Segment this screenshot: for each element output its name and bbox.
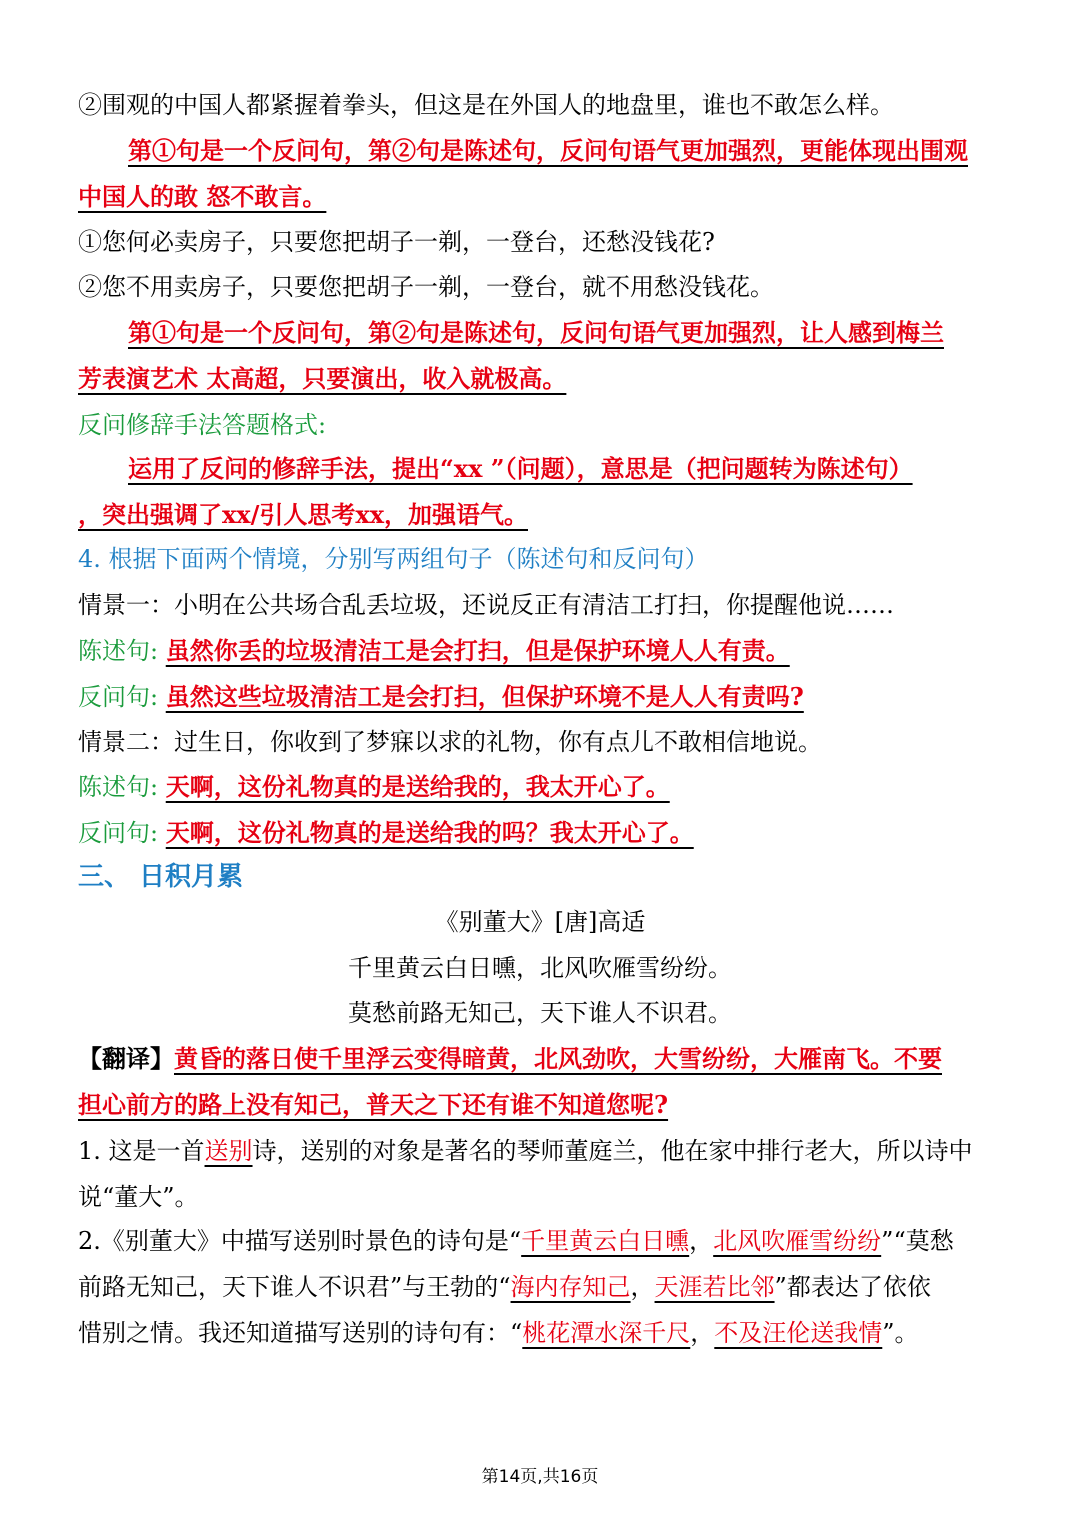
q2-blank: 北风吹雁雪纷纷 bbox=[713, 1227, 882, 1255]
question-label: 反问句: bbox=[78, 683, 159, 711]
q4-scene2-statement bbox=[78, 770, 1020, 804]
poem-translation-line2 bbox=[78, 1088, 1020, 1122]
translation-label: 【翻译】 bbox=[78, 1044, 174, 1073]
format-tip-heading: 反问修辞手法答题格式: bbox=[78, 411, 327, 439]
q2-blank: 不及汪伦送我情 bbox=[714, 1319, 883, 1347]
compare1-answer-line1 bbox=[128, 134, 1020, 168]
q2-blank: 千里黄云白日曛 bbox=[521, 1227, 690, 1255]
q2-text: 前路无知己，天下谁人不识君”与王勃的“ bbox=[78, 1273, 511, 1301]
compare2-answer-text2: 芳表演艺术 太高超，只要演出，收入就极高。 bbox=[78, 364, 567, 393]
poem-translation-line1 bbox=[78, 1042, 1020, 1076]
compare1-answer-line2 bbox=[78, 180, 1020, 214]
section-title: 三、 日积月累 bbox=[78, 862, 244, 892]
q4-scene1-statement bbox=[78, 634, 1020, 668]
q1-line2: 说“董大”。 bbox=[78, 1183, 199, 1211]
q2-line2 bbox=[78, 1270, 1020, 1304]
q2-text: 惜别之情。我还知道描写送别的诗句有：“ bbox=[78, 1319, 523, 1347]
compare1-answer-text2: 中国人的敢 怒不敢言。 bbox=[78, 182, 327, 211]
poem-title: 《别董大》[唐]高适 bbox=[434, 908, 646, 936]
q2-line3 bbox=[78, 1316, 1020, 1350]
statement-answer: 虽然你丢的垃圾清洁工是会打扫，但是保护环境人人有责。 bbox=[165, 636, 790, 665]
poem-line1: 千里黄云白日曛，北风吹雁雪纷纷。 bbox=[348, 954, 732, 982]
format-tip-text1: 运用了反问的修辞手法，提出“xx ”（问题），意思是（把问题转为陈述句） bbox=[128, 454, 913, 483]
q4-title: 4. 根据下面两个情境，分别写两组句子（陈述句和反问句） bbox=[78, 545, 709, 573]
q2-text: ”。 bbox=[882, 1319, 919, 1347]
q2-blank: 海内存知己 bbox=[510, 1273, 631, 1301]
q2-text: ”都表达了依依 bbox=[774, 1273, 931, 1301]
q4-scene1: 情景一：小明在公共场合乱丢垃圾，还说反正有清洁工打扫，你提醒他说…… bbox=[78, 591, 894, 619]
statement-label: 陈述句: bbox=[78, 637, 159, 665]
format-tip-text2: ，突出强调了xx/引人思考xx，加强语气。 bbox=[78, 500, 528, 529]
translation-text2: 担心前方的路上没有知己，普天之下还有谁不知道您呢? bbox=[78, 1090, 669, 1119]
q2-blank: 桃花潭水深千尺 bbox=[522, 1319, 691, 1347]
compare2-sentence1: ①您何必卖房子，只要您把胡子一剃，一登台，还愁没钱花? bbox=[78, 228, 715, 256]
q2-line1 bbox=[78, 1224, 1020, 1258]
compare2-sentence2: ②您不用卖房子，只要您把胡子一剃，一登台，就不用愁没钱花。 bbox=[78, 273, 774, 301]
q1-suffix: 诗，送别的对象是著名的琴师董庭兰，他在家中排行老大，所以诗中 bbox=[252, 1137, 973, 1165]
statement-label: 陈述句: bbox=[78, 773, 159, 801]
q4-scene2-question bbox=[78, 816, 1020, 850]
translation-text1: 黄昏的落日使千里浮云变得暗黄，北风劲吹，大雪纷纷，大雁南飞。不要 bbox=[174, 1044, 942, 1073]
q1-prefix: 1. 这是一首 bbox=[78, 1137, 205, 1165]
q4-scene1-question bbox=[78, 680, 1020, 714]
q1-blank: 送别 bbox=[204, 1137, 253, 1165]
format-tip-line2 bbox=[78, 498, 1020, 532]
question-answer: 天啊，这份礼物真的是送给我的吗？我太开心了。 bbox=[165, 818, 694, 847]
q2-text: 2.《别董大》中描写送别时景色的诗句是“ bbox=[78, 1227, 522, 1255]
q2-text: ， bbox=[630, 1273, 655, 1301]
poem-line2: 莫愁前路无知己，天下谁人不识君。 bbox=[348, 999, 732, 1027]
page-number: 第14页,共16页 bbox=[481, 1467, 599, 1487]
statement-answer: 天啊，这份礼物真的是送给我的，我太开心了。 bbox=[165, 772, 670, 801]
format-tip-line1 bbox=[128, 452, 1020, 486]
compare2-answer-line1 bbox=[128, 316, 1020, 350]
q2-text: ， bbox=[689, 1227, 714, 1255]
compare2-answer-line2 bbox=[78, 362, 1020, 396]
q1-line1 bbox=[78, 1134, 1020, 1168]
compare1-answer-text1: 第①句是一个反问句，第②句是陈述句，反问句语气更加强烈，更能体现出围观 bbox=[128, 136, 968, 165]
compare2-answer-text1: 第①句是一个反问句，第②句是陈述句，反问句语气更加强烈，让人感到梅兰 bbox=[128, 318, 944, 347]
compare1-sentence2: ②围观的中国人都紧握着拳头，但这是在外国人的地盘里，谁也不敢怎么样。 bbox=[78, 91, 894, 119]
question-answer: 虽然这些垃圾清洁工是会打扫，但保护环境不是人人有责吗? bbox=[165, 682, 804, 711]
q2-text: ， bbox=[690, 1319, 715, 1347]
q2-text: ”“莫愁 bbox=[881, 1227, 954, 1255]
question-label: 反问句: bbox=[78, 819, 159, 847]
q2-blank: 天涯若比邻 bbox=[654, 1273, 775, 1301]
q4-scene2: 情景二：过生日，你收到了梦寐以求的礼物，你有点儿不敢相信地说。 bbox=[78, 728, 822, 756]
